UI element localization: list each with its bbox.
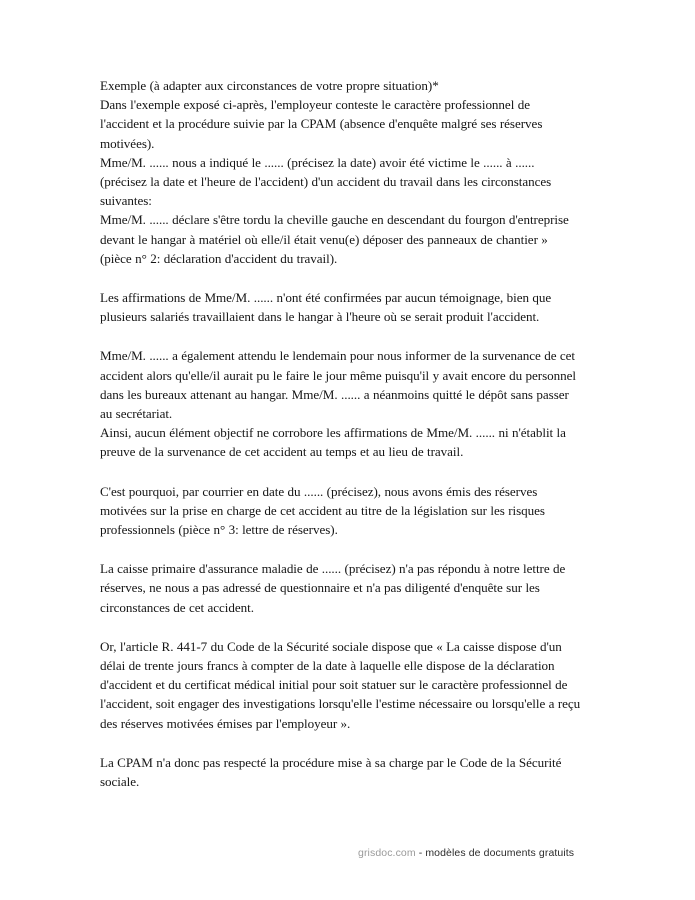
- paragraph-line: Or, l'article R. 441-7 du Code de la Sécurité sociale dispose que « La caisse dispose d'un délai de trente jours francs à compter de la date à laquelle elle dispose de la déclaration d'accident et du certificat médical initial pour soit statuer sur le caractère professionnel de l'accident, soit engager des investigations lorsqu'elle l'estime nécessaire ou lorsqu'elle a reçu des réserves motivées émises par l'employeur ».: [100, 638, 581, 731]
- paragraph-reserves-emises: [100, 482, 582, 540]
- paragraph-line: Ainsi, aucun élément objectif ne corrobore les affirmations de Mme/M. ...... ni n'établit la preuve de la survenance de cet accident au temps et au lieu de travail.: [100, 425, 566, 460]
- footer-tagline: - modèles de documents gratuits: [415, 847, 575, 859]
- paragraph-line: La CPAM n'a donc pas respecté la procédure mise à sa charge par le Code de la Sécurité sociale.: [100, 754, 562, 790]
- paragraph-line: Mme/M. ...... déclare s'être tordu la cheville gauche en descendant du fourgon d'entreprise devant le hangar à matériel où elle/il était venu(e) déposer des panneaux de chantier »: [100, 212, 569, 247]
- paragraph-line: Mme/M. ...... a également attendu le lendemain pour nous informer de la survenance de cet accident alors qu'elle/il aurait pu le faire le jour même puisqu'il y avait encore du personnel dans les bureaux attenant au hangar. Mme/M. ...... a néanmoins quitté le dépôt sans passer au secrétariat.: [100, 348, 576, 422]
- paragraph-citation-article: [100, 637, 582, 733]
- paragraph-absence-reponse-cpam: [100, 559, 582, 617]
- paragraph-line: Mme/M. ...... nous a indiqué le ...... (précisez la date) avoir été victime le ...... à ...... (précisez la date et l'heure de l'accident) d'un accident du travail dans les circonstances suivantes:: [100, 154, 552, 209]
- paragraph-conclusion: [100, 753, 582, 791]
- document-body: [100, 76, 582, 791]
- page-footer: [358, 846, 574, 860]
- paragraph-line: (pièce n° 2: déclaration d'accident du travail).: [100, 250, 338, 266]
- paragraph-line: La caisse primaire d'assurance maladie de ...... (précisez) n'a pas répondu à notre lettre de réserves, ne nous a pas adressé de questionnaire et n'a pas diligenté d'enquête sur les circonstances de cet accident.: [100, 561, 566, 615]
- paragraph-temoignage: [100, 288, 582, 326]
- paragraph-line: Exemple (à adapter aux circonstances de votre propre situation)*: [100, 78, 439, 93]
- paragraph-delai-information: [100, 346, 582, 461]
- footer-brand: grisdoc.com: [358, 847, 416, 859]
- paragraph-intro: [100, 76, 582, 268]
- paragraph-line: C'est pourquoi, par courrier en date du ...... (précisez), nous avons émis des réserves motivées sur la prise en charge de cet accident au titre de la législation sur les risques professionnels (pièce n° 3: lettre de réserves).: [100, 483, 545, 538]
- paragraph-line: Les affirmations de Mme/M. ...... n'ont été confirmées par aucun témoignage, bien que plusieurs salariés travaillaient dans le hangar à l'heure où se serait produit l'accident.: [100, 290, 552, 325]
- paragraph-line: Dans l'exemple exposé ci-après, l'employeur conteste le caractère professionnel de l'accident et la procédure suivie par la CPAM (absence d'enquête malgré ses réserves motivées).: [100, 97, 543, 151]
